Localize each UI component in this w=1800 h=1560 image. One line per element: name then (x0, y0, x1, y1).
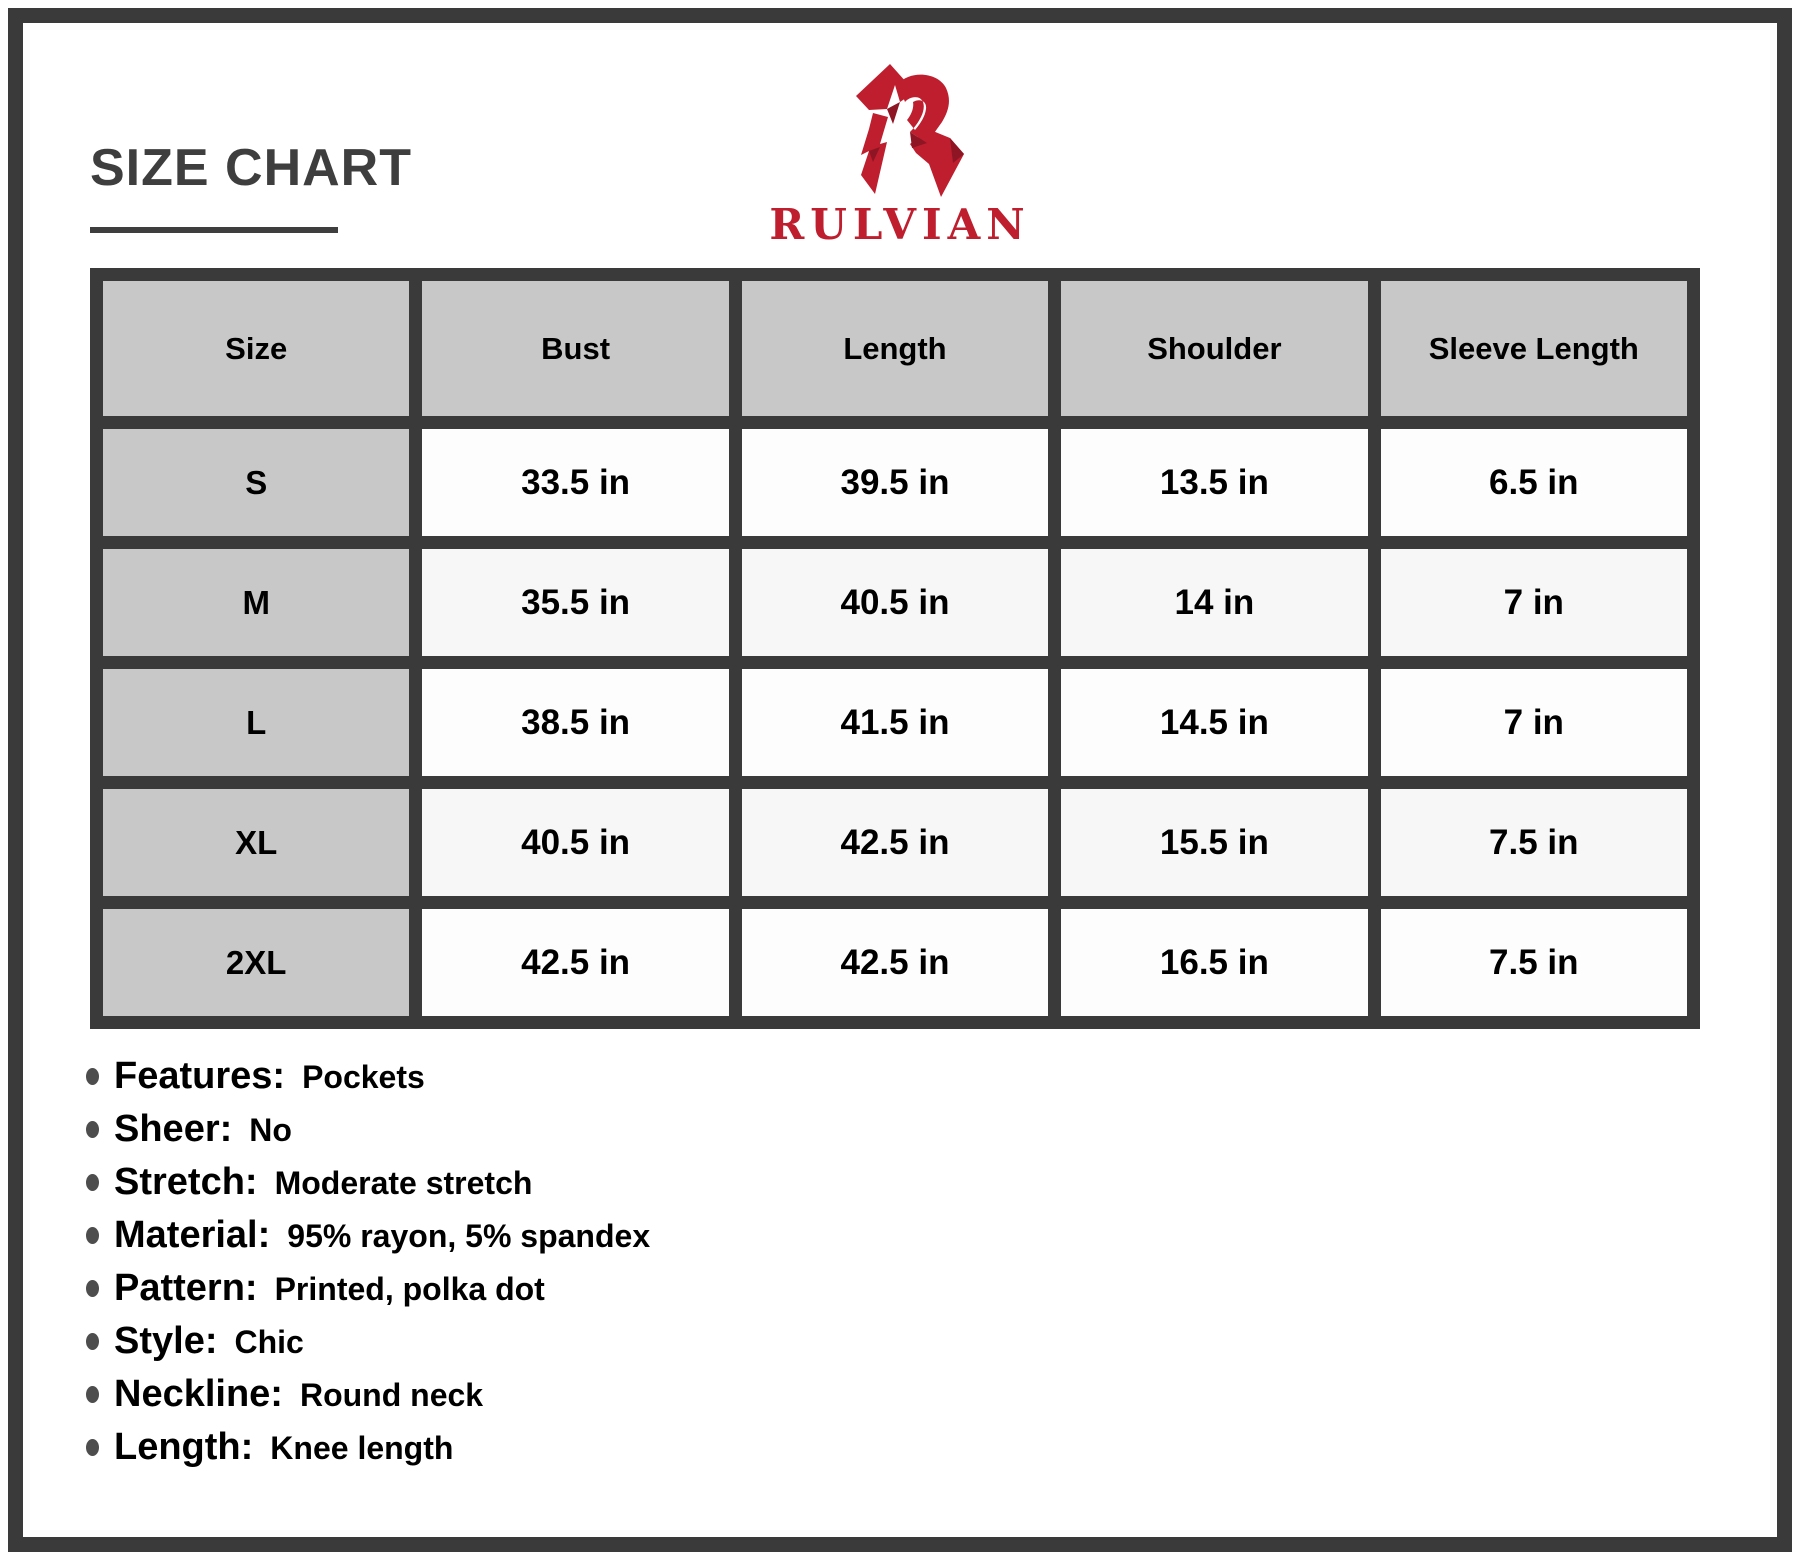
bullet-icon (86, 1121, 99, 1138)
detail-label: Neckline: (114, 1373, 283, 1415)
detail-item-pattern (86, 1262, 650, 1315)
detail-label: Material: (114, 1214, 271, 1256)
measurement-cell: 38.5 in (416, 663, 735, 783)
product-details-list (86, 1050, 650, 1474)
size-cell: XL (97, 783, 416, 903)
bullet-icon (86, 1333, 99, 1350)
brand-name: RULVIAN (769, 200, 1031, 249)
detail-value: Round neck (299, 1377, 484, 1413)
measurement-cell: 6.5 in (1374, 423, 1693, 543)
detail-label: Stretch: (114, 1161, 258, 1203)
size-row-l (97, 663, 1694, 783)
measurement-cell: 35.5 in (416, 543, 735, 663)
measurement-cell: 40.5 in (735, 543, 1054, 663)
measurement-cell: 13.5 in (1055, 423, 1374, 543)
measurement-cell: 41.5 in (735, 663, 1054, 783)
measurement-cell: 7.5 in (1374, 903, 1693, 1023)
measurement-cell: 42.5 in (735, 783, 1054, 903)
size-cell: S (97, 423, 416, 543)
column-header-length: Length (735, 275, 1054, 423)
detail-item-style (86, 1315, 650, 1368)
detail-label: Style: (114, 1320, 218, 1362)
detail-item-neckline (86, 1368, 650, 1421)
detail-item-features (86, 1050, 650, 1103)
detail-value: Printed, polka dot (274, 1271, 545, 1307)
measurement-cell: 16.5 in (1055, 903, 1374, 1023)
detail-item-sheer (86, 1103, 650, 1156)
size-cell: L (97, 663, 416, 783)
column-header-size: Size (97, 275, 416, 423)
measurement-cell: 42.5 in (416, 903, 735, 1023)
detail-item-material (86, 1209, 650, 1262)
bullet-icon (86, 1439, 99, 1456)
size-cell: 2XL (97, 903, 416, 1023)
size-row-xl (97, 783, 1694, 903)
table-header-row (97, 275, 1694, 423)
detail-value: Chic (234, 1324, 304, 1360)
detail-item-stretch (86, 1156, 650, 1209)
detail-value: Knee length (270, 1430, 454, 1466)
bullet-icon (86, 1280, 99, 1297)
detail-label: Length: (114, 1426, 254, 1468)
page-title: SIZE CHART (90, 139, 412, 197)
detail-label: Sheer: (114, 1108, 233, 1150)
measurement-cell: 14 in (1055, 543, 1374, 663)
measurement-cell: 42.5 in (735, 903, 1054, 1023)
measurement-cell: 7 in (1374, 663, 1693, 783)
bullet-icon (86, 1227, 99, 1244)
detail-value: Moderate stretch (274, 1165, 533, 1201)
detail-value: No (249, 1112, 292, 1148)
measurement-cell: 40.5 in (416, 783, 735, 903)
measurement-cell: 7.5 in (1374, 783, 1693, 903)
size-row-m (97, 543, 1694, 663)
bullet-icon (86, 1174, 99, 1191)
measurement-cell: 39.5 in (735, 423, 1054, 543)
size-chart-table (90, 268, 1700, 1029)
size-row-2xl (97, 903, 1694, 1023)
size-row-s (97, 423, 1694, 543)
bullet-icon (86, 1068, 99, 1085)
detail-item-length (86, 1421, 650, 1474)
column-header-bust: Bust (416, 275, 735, 423)
detail-value: Pockets (302, 1059, 425, 1095)
detail-label: Pattern: (114, 1267, 258, 1309)
brand-logo-icon (840, 52, 990, 202)
column-header-sleeve-length: Sleeve Length (1374, 275, 1693, 423)
size-cell: M (97, 543, 416, 663)
detail-value: 95% rayon, 5% spandex (287, 1218, 651, 1254)
measurement-cell: 7 in (1374, 543, 1693, 663)
column-header-shoulder: Shoulder (1055, 275, 1374, 423)
bullet-icon (86, 1386, 99, 1403)
detail-label: Features: (114, 1055, 286, 1097)
measurement-cell: 15.5 in (1055, 783, 1374, 903)
measurement-cell: 33.5 in (416, 423, 735, 543)
measurement-cell: 14.5 in (1055, 663, 1374, 783)
